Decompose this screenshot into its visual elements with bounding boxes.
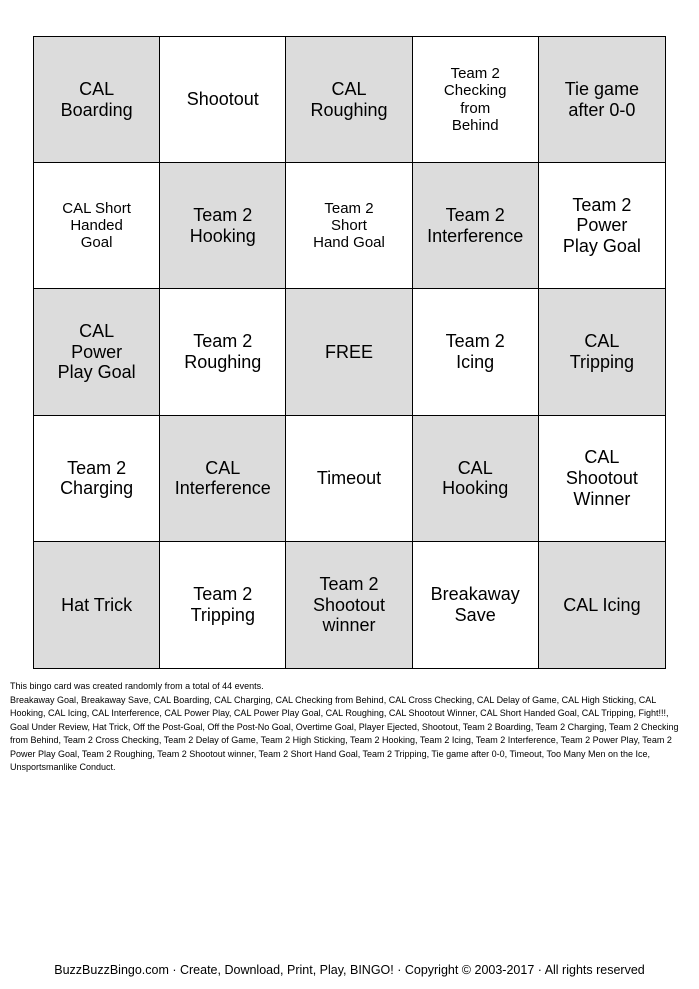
bingo-cell-text: Team 2 Icing [445, 331, 505, 372]
bingo-cell-text: FREE [324, 341, 373, 362]
bingo-cell[interactable] [413, 163, 539, 289]
bingo-cell-text: Team 2 Shootout winner [312, 573, 386, 636]
bingo-cell[interactable] [286, 163, 412, 289]
bingo-cell-text: CAL Short Handed Goal [62, 199, 131, 252]
bingo-free-cell[interactable] [286, 289, 412, 415]
card-info-intro: This bingo card was created randomly from a total of 44 events. [10, 681, 264, 691]
bingo-cell[interactable] [34, 163, 160, 289]
bingo-cell-text: CAL Roughing [310, 78, 388, 120]
bingo-cell[interactable] [34, 289, 160, 415]
bingo-cell-text: Team 2 Charging [60, 457, 134, 499]
bingo-cell-text: CAL Shootout Winner [565, 447, 638, 509]
bingo-cell[interactable] [539, 37, 665, 163]
bingo-cell-text: CAL Icing [563, 594, 641, 615]
bingo-cell[interactable] [160, 542, 286, 668]
bingo-cell[interactable] [539, 416, 665, 542]
card-event-list: Breakaway Goal, Breakaway Save, CAL Boarding, CAL Charging, CAL Checking from Behind, CAL Cross Checking, CAL Delay of Game, CAL High Sticking, CAL Hooking, CAL Icing, CAL Interference, CAL Power Play, CAL Power Play Goal, CAL Roughing, CAL Shootout Winner, CAL Short Handed Goal, CAL Tripping, Fight!!!, Goal Under Review, Hat Trick, Off the Post-Goal, Off the Post-No Goal, Overtime Goal, Player Ejected, Shootout, Team 2 Boarding, Team 2 Charging, Team 2 Checking from Behind, Team 2 Cross Checking, Team 2 Delay of Game, Team 2 High Sticking, Team 2 Hooking, Team 2 Icing, Team 2 Interference, Team 2 Power Play, Team 2 Power Play Goal, Team 2 Roughing, Team 2 Shootout winner, Team 2 Short Hand Goal, Team 2 Tripping, Tie game after 0-0, Timeout, Too Many Men on the Ice, Unsportsmanlike Conduct. [10, 694, 679, 772]
bingo-cell[interactable] [160, 289, 286, 415]
bingo-cell-text: CAL Boarding [60, 78, 133, 120]
bingo-cell-text: CAL Hooking [442, 457, 509, 499]
bingo-card [33, 36, 666, 669]
bingo-cell[interactable] [160, 37, 286, 163]
bingo-cell[interactable] [413, 289, 539, 415]
bingo-cell[interactable] [539, 163, 665, 289]
bingo-cell-text: Tie game after 0-0 [564, 78, 640, 120]
bingo-cell-text: CAL Tripping [569, 331, 635, 372]
bingo-cell[interactable] [34, 416, 160, 542]
bingo-cell-text: Timeout [316, 467, 382, 488]
bingo-cell[interactable] [286, 416, 412, 542]
bingo-cell-text: Team 2 Interference [427, 205, 524, 246]
bingo-cell-text: Team 2 Tripping [190, 584, 255, 625]
bingo-cell[interactable] [539, 289, 665, 415]
bingo-cell-text: Breakaway Save [430, 584, 520, 625]
bingo-cell[interactable] [34, 37, 160, 163]
bingo-cell[interactable] [413, 416, 539, 542]
bingo-cell[interactable] [413, 37, 539, 163]
bingo-cell[interactable] [34, 542, 160, 668]
bingo-cell-text: Team 2 Checking from Behind [443, 65, 507, 134]
bingo-cell[interactable] [160, 416, 286, 542]
bingo-cell[interactable] [286, 37, 412, 163]
bingo-cell-text: Shootout [186, 89, 259, 110]
bingo-cell-text: Team 2 Hooking [189, 205, 256, 246]
bingo-cell-text: Team 2 Short Hand Goal [313, 199, 385, 252]
bingo-cell[interactable] [160, 163, 286, 289]
page-footer: BuzzBuzzBingo.com · Create, Download, Print, Play, BINGO! · Copyright © 2003-2017 · All rights reserved [54, 963, 645, 977]
bingo-cell[interactable] [539, 542, 665, 668]
bingo-cell-text: CAL Interference [174, 457, 271, 499]
bingo-cell-text: Team 2 Power Play Goal [562, 194, 641, 257]
bingo-cell-text: Hat Trick [61, 594, 133, 615]
bingo-cell-text: CAL Power Play Goal [57, 320, 136, 383]
card-info [10, 680, 689, 775]
bingo-cell[interactable] [413, 542, 539, 668]
bingo-cell[interactable] [286, 542, 412, 668]
bingo-cell-text: Team 2 Roughing [184, 331, 262, 372]
